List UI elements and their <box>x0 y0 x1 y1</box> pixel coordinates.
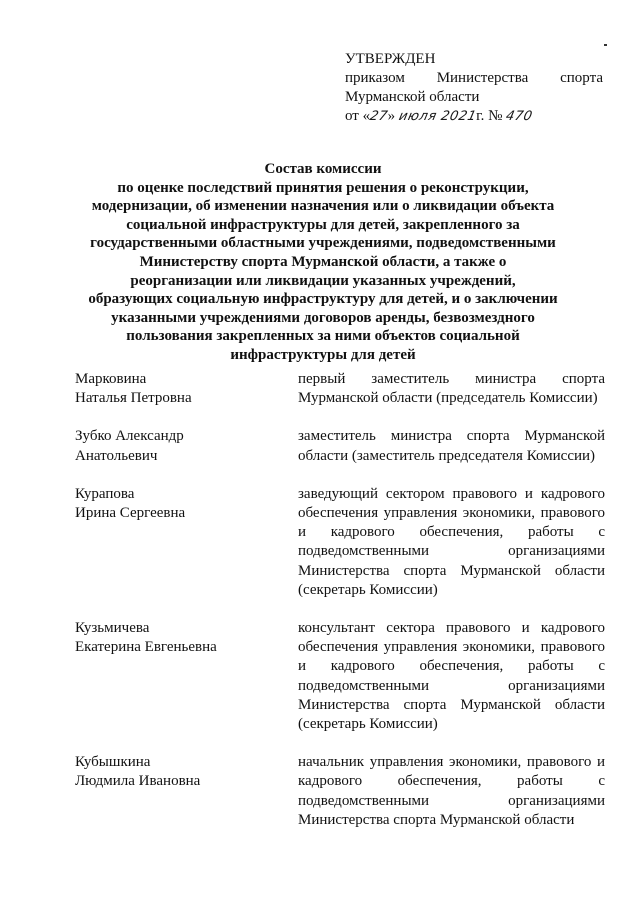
handwritten-month-year: июля 2021 <box>397 109 478 124</box>
document-subtitle: по оценке последствий принятия решения о реконструкции, модернизации, об изменении назначения или о ликвидации объекта социальной инфраструктуры для детей, закрепленного за государственными областными учреждениями, подведомственными Министерству спорта Мурманской области, а также о реорганизации или ликвидации указанных учреждений, образующих социальную инфраструктуру для детей, и о заключении указанными учреждениями договоров аренды, безвозмездного пользования закрепленных за ними объектов социальной инфраструктуры для детей <box>88 179 558 363</box>
member-row <box>75 427 605 465</box>
member-row <box>75 753 605 830</box>
member-name <box>75 485 298 600</box>
member-row <box>75 485 605 600</box>
approval-heading: УТВЕРЖДЕН <box>345 51 436 67</box>
member-role: заведующий сектором правового и кадрового обеспечения управления экономики, правового и кадрового обеспечения, работы с подведомственными организациями Министерства спорта Мурманской области (секретарь Комиссии) <box>298 485 605 598</box>
document-title: Состав комиссии <box>264 161 382 177</box>
member-name <box>75 370 298 408</box>
member-row <box>75 619 605 734</box>
member-surname: Кубышкина <box>75 754 151 771</box>
date-year-suffix: г. № <box>476 108 507 124</box>
member-name <box>75 753 298 830</box>
member-role: консультант сектора правового и кадрового обеспечения управления экономики, правового и кадрового обеспечения, работы с подведомственными организациями Министерства спорта Мурманской области (секретарь Комиссии) <box>298 620 605 733</box>
member-given-name: Людмила Ивановна <box>75 773 201 790</box>
member-surname: Марковина <box>75 371 147 387</box>
member-surname: Курапова <box>75 485 135 502</box>
member-role: начальник управления экономики, правового и кадрового обеспечения, работы с подведомственными организациями Министерства спорта Мурманской области <box>298 754 605 828</box>
approval-date-line <box>345 107 603 126</box>
approval-line-2: Мурманской области <box>345 89 480 105</box>
member-row <box>75 370 605 408</box>
member-given-name: Екатерина Евгеньевна <box>75 639 217 656</box>
member-surname: Зубко Александр <box>75 428 184 445</box>
member-given-name: Анатольевич <box>75 447 158 464</box>
document-title-block <box>88 160 558 365</box>
member-name <box>75 427 298 465</box>
approval-stamp <box>345 50 603 126</box>
approval-line-1: приказом Министерства спорта <box>345 70 603 86</box>
member-surname: Кузьмичева <box>75 620 150 637</box>
handwritten-day: 27 <box>368 109 390 124</box>
scan-mark <box>604 44 607 46</box>
commission-members-list <box>75 370 605 849</box>
member-name <box>75 619 298 734</box>
member-role: заместитель министра спорта Мурманской области (заместитель председателя Комиссии) <box>298 428 605 464</box>
member-role: первый заместитель министра спорта Мурманской области (председатель Комиссии) <box>298 371 605 407</box>
date-mid: » <box>387 108 399 124</box>
member-given-name: Наталья Петровна <box>75 390 192 407</box>
date-prefix: от « <box>345 108 371 124</box>
handwritten-order-number: 470 <box>504 109 535 124</box>
member-given-name: Ирина Сергеевна <box>75 505 186 522</box>
